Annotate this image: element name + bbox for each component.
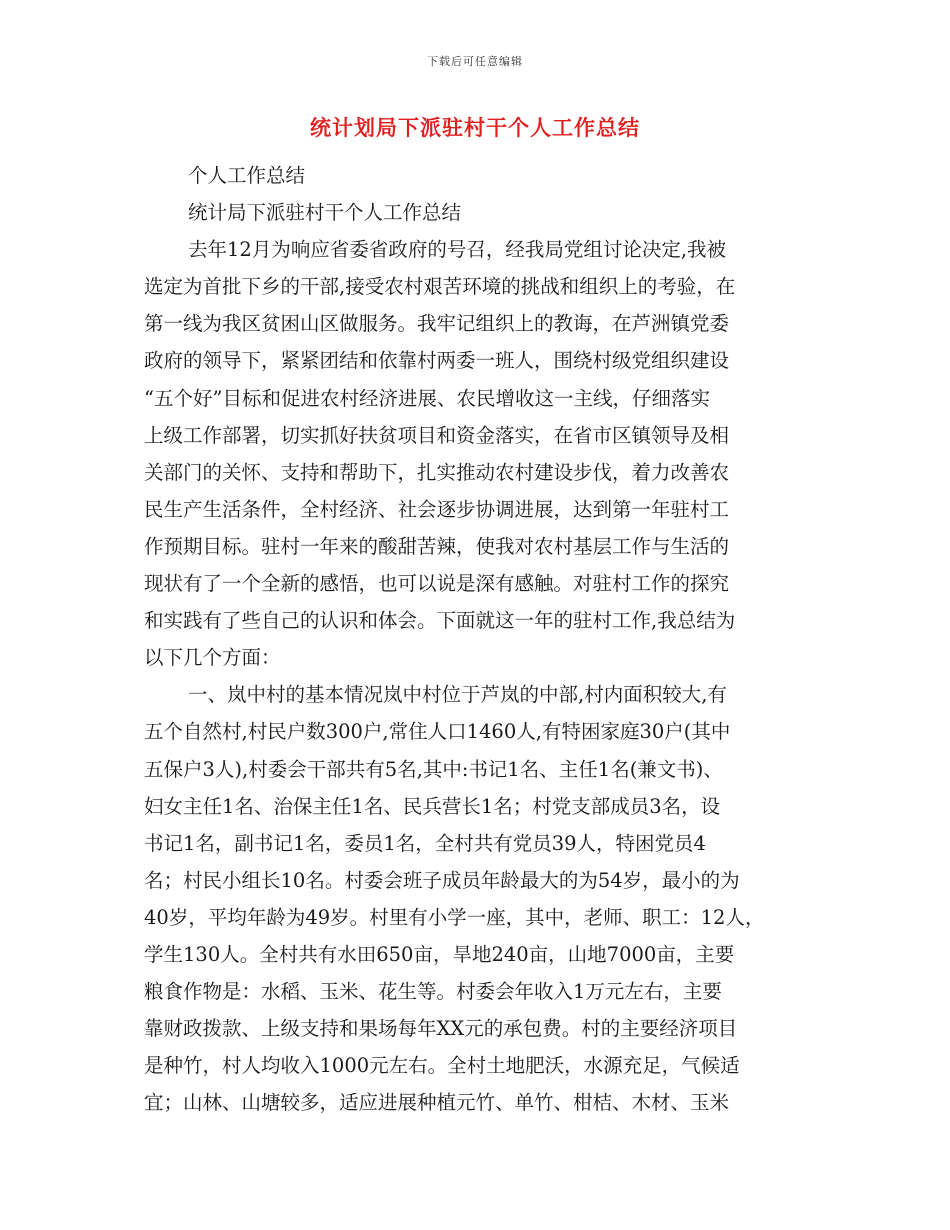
paragraph-line: 宜；山林、山塘较多，适应进展种植元竹、单竹、柑桔、木材、玉米 [144, 1091, 730, 1115]
paragraph-line: 去年12月为响应省委省政府的号召，经我局党组讨论决定,我被 [188, 238, 727, 262]
paragraph-line: 靠财政拨款、上级支持和果场每年XX元的承包费。村的主要经济项目 [144, 1017, 738, 1041]
paragraph-line: 上级工作部署，切实抓好扶贫项目和资金落实，在省市区镇领导及相 [144, 423, 730, 447]
paragraph-line: 一、岚中村的基本情况岚中村位于芦岚的中部,村内面积较大,有 [188, 683, 727, 707]
paragraph-line: 和实践有了些自己的认识和体会。下面就这一年的驻村工作,我总结为 [144, 609, 736, 633]
paragraph-line: 政府的领导下，紧紧团结和依靠村两委一班人，围绕村级党组织建设 [144, 349, 730, 373]
paragraph-line: 名；村民小组长10名。村委会班子成员年龄最大的为54岁，最小的为 [144, 868, 740, 892]
document-title: 统计划局下派驻村干个人工作总结 [310, 116, 640, 140]
paragraph-line: 是种竹，村人均收入1000元左右。全村土地肥沃，水源充足，气候适 [144, 1054, 740, 1078]
paragraph-line: 粮食作物是：水稻、玉米、花生等。村委会年收入1万元左右，主要 [144, 980, 722, 1004]
paragraph-line: 40岁，平均年龄为49岁。村里有小学一座，其中，老师、职工：12人， [144, 905, 765, 929]
paragraph-line: 选定为首批下乡的干部,接受农村艰苦环境的挑战和组织上的考验，在 [144, 275, 736, 299]
paragraph-line: 现状有了一个全新的感悟，也可以说是深有感触。对驻村工作的探究 [144, 572, 730, 596]
paragraph-line: 个人工作总结 [188, 164, 306, 187]
paragraph-line: 民生产生活条件，全村经济、社会逐步协调进展，达到第一年驻村工 [144, 497, 730, 521]
document-body [144, 157, 814, 1121]
paragraph-line: 妇女主任1名、治保主任1名、民兵营长1名；村党支部成员3名，设 [144, 794, 721, 818]
paragraph-line: 五个自然村,村民户数300户,常住人口1460人,有特困家庭30户(其中 [144, 720, 731, 744]
paragraph-line: 学生130人。全村共有水田650亩，旱地240亩，山地7000亩，主要 [144, 942, 735, 966]
paragraph-line: “五个好”目标和促进农村经济进展、农民增收这一主线，仔细落实 [144, 386, 710, 410]
page-header: 下载后可任意编辑 [427, 55, 523, 68]
paragraph-line: 书记1名，副书记1名，委员1名，全村共有党员39人，特困党员4 [144, 831, 706, 855]
paragraph-line: 五保户3人),村委会干部共有5名,其中:书记1名、主任1名(兼文书)、 [144, 757, 723, 781]
paragraph-line: 关部门的关怀、支持和帮助下，扎实推动农村建设步伐，着力改善农 [144, 460, 730, 484]
paragraph-line: 第一线为我区贫困山区做服务。我牢记组织上的教诲，在芦洲镇党委 [144, 312, 730, 336]
paragraph-line: 统计局下派驻村干个人工作总结 [188, 201, 462, 225]
paragraph-line: 作预期目标。驻村一年来的酸甜苦辣，使我对农村基层工作与生活的 [144, 534, 730, 558]
paragraph-line: 以下几个方面： [144, 646, 281, 670]
